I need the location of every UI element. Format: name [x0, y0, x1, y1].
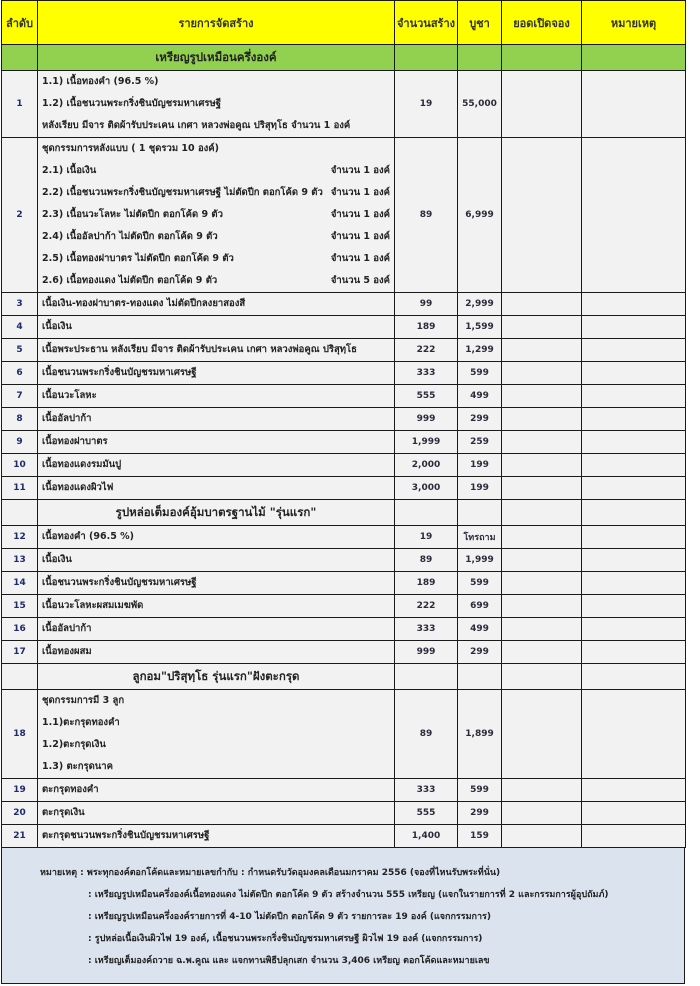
item-line [42, 138, 394, 160]
quantity-cell: 19 [395, 526, 458, 549]
booked-cell [502, 138, 582, 293]
quantity-cell: 2,000 [395, 454, 458, 477]
remark-cell [582, 138, 686, 293]
item-line [42, 270, 394, 292]
item-line [42, 226, 394, 248]
row-number: 5 [2, 339, 38, 362]
item-line-text: เนื้อทองแดงรมมันปู [42, 459, 122, 470]
item-line [42, 362, 394, 384]
price-cell: 1,999 [458, 549, 502, 572]
section-empty-cell [502, 45, 582, 71]
price-cell: 299 [458, 641, 502, 664]
quantity-cell: 1,400 [395, 825, 458, 848]
note-line: : รูปหล่อเนื้อเงินผิวไฟ 19 องค์, เนื้อชนวนพระกริ่งชินบัญชรมหาเศรษฐี ผิวไฟ 19 องค์ (แจกกรรมการ) [88, 934, 483, 944]
item-description [38, 690, 395, 779]
item-line-count: จำนวน 1 องค์ [330, 231, 390, 242]
price-cell: 599 [458, 362, 502, 385]
item-line [42, 71, 394, 93]
table-row [2, 526, 686, 549]
section-empty-cell [395, 664, 458, 690]
row-number: 10 [2, 454, 38, 477]
item-line [42, 293, 394, 315]
item-line [42, 160, 394, 182]
section-no-cell [2, 500, 38, 526]
item-line-text: 2.5) เนื้อทองฝาบาตร ไม่ตัดปีก ตอกโค้ด 9 ตัว [42, 253, 234, 264]
row-number: 19 [2, 779, 38, 802]
row-number: 4 [2, 316, 38, 339]
item-line [42, 93, 394, 115]
booked-cell [502, 549, 582, 572]
quantity-cell: 1,999 [395, 431, 458, 454]
header-remark: หมายเหตุ [582, 1, 686, 45]
item-line [42, 549, 394, 571]
item-line-count: จำนวน 5 องค์ [330, 275, 390, 286]
item-description [38, 825, 395, 848]
booked-cell [502, 779, 582, 802]
booked-cell [502, 690, 582, 779]
quantity-cell: 222 [395, 339, 458, 362]
booked-cell [502, 618, 582, 641]
row-number: 12 [2, 526, 38, 549]
remark-cell [582, 316, 686, 339]
price-cell: 199 [458, 477, 502, 500]
quantity-cell: 3,000 [395, 477, 458, 500]
note-line: หมายเหตุ : พระทุกองค์ตอกโค้ดและหมายเลขกำกับ : กำหนดรับวัดอุมงคลเดือนมกราคม 2556 (จองที่ไหนรับพระที่นั่น) [40, 868, 501, 878]
item-line [42, 115, 394, 137]
table-row [2, 641, 686, 664]
item-line-text: ตะกรุดทองคำ [42, 784, 99, 795]
item-line-text: 1.3) ตะกรุดนาค [42, 761, 113, 772]
remark-cell [582, 408, 686, 431]
item-line-text: เนื้อชนวนพระกริ่งชินบัญชรมหาเศรษฐี [42, 367, 197, 378]
remark-cell [582, 802, 686, 825]
table-row [2, 71, 686, 138]
item-line-text: เนื้อทองคำ (96.5 %) [42, 531, 134, 542]
price-cell: 699 [458, 595, 502, 618]
item-line-count: จำนวน 1 องค์ [330, 165, 390, 176]
item-description [38, 71, 395, 138]
booked-cell [502, 825, 582, 848]
table-row [2, 339, 686, 362]
price-cell: 599 [458, 779, 502, 802]
remark-cell [582, 293, 686, 316]
item-line-text: 1.1) เนื้อทองคำ (96.5 %) [42, 76, 159, 87]
quantity-cell: 89 [395, 690, 458, 779]
quantity-cell: 189 [395, 572, 458, 595]
item-line-text: 2.3) เนื้อนวะโลหะ ไม่ตัดปีก ตอกโค้ด 9 ตัว [42, 209, 223, 220]
item-description [38, 477, 395, 500]
row-number: 3 [2, 293, 38, 316]
table-row [2, 549, 686, 572]
item-line-text: เนื้ออัลปาก้า [42, 623, 92, 634]
table-row [2, 825, 686, 848]
price-cell: 599 [458, 572, 502, 595]
item-description [38, 641, 395, 664]
table-row [2, 595, 686, 618]
row-number: 6 [2, 362, 38, 385]
section-empty-cell [502, 664, 582, 690]
item-line-count: จำนวน 1 องค์ [330, 187, 390, 198]
item-line-text: เนื้อเงิน [42, 554, 72, 565]
item-line-text: เนื้อนวะโลหะผสมเมฆพัด [42, 600, 144, 611]
item-line-text: 1.1)ตะกรุดทองคำ [42, 717, 120, 728]
remark-cell [582, 690, 686, 779]
item-description [38, 572, 395, 595]
booked-cell [502, 316, 582, 339]
item-line [42, 572, 394, 594]
row-number: 13 [2, 549, 38, 572]
item-line-text: 2.6) เนื้อทองแดง ไม่ตัดปีก ตอกโค้ด 9 ตัว [42, 275, 218, 286]
remark-cell [582, 549, 686, 572]
quantity-cell: 333 [395, 618, 458, 641]
item-line-count: จำนวน 1 องค์ [330, 209, 390, 220]
item-description [38, 802, 395, 825]
section-no-cell [2, 45, 38, 71]
price-cell: 6,999 [458, 138, 502, 293]
item-line [42, 408, 394, 430]
row-number: 16 [2, 618, 38, 641]
item-line-text: เนื้อทองผสม [42, 646, 92, 657]
item-line-text: เนื้ออัลปาก้า [42, 413, 92, 424]
item-line [42, 454, 394, 476]
table-row [2, 385, 686, 408]
remark-cell [582, 477, 686, 500]
item-line-text: เนื้อพระประธาน หลังเรียบ มีจาร ติดผ้ารับประเคน เกศา หลวงพ่อคูณ ปริสุทฺโธ [42, 344, 357, 355]
remark-cell [582, 526, 686, 549]
item-line-text: 2.2) เนื้อชนวนพระกริ่งชินบัญชรมหาเศรษฐี ไม่ตัดปีก ตอกโค้ด 9 ตัว [42, 187, 323, 198]
quantity-cell: 89 [395, 138, 458, 293]
item-line-text: เนื้อเงิน [42, 321, 72, 332]
item-line [42, 802, 394, 824]
table-body [2, 45, 686, 848]
booked-cell [502, 385, 582, 408]
booked-cell [502, 454, 582, 477]
price-cell: 55,000 [458, 71, 502, 138]
notes-box [1, 848, 685, 984]
item-description [38, 293, 395, 316]
quantity-cell: 89 [395, 549, 458, 572]
quantity-cell: 222 [395, 595, 458, 618]
table-row [2, 293, 686, 316]
remark-cell [582, 779, 686, 802]
item-description [38, 339, 395, 362]
item-description [38, 385, 395, 408]
row-number: 17 [2, 641, 38, 664]
item-line [42, 756, 394, 778]
item-line [42, 385, 394, 407]
booked-cell [502, 293, 582, 316]
price-cell: 299 [458, 408, 502, 431]
row-number: 8 [2, 408, 38, 431]
remark-cell [582, 71, 686, 138]
table-row [2, 477, 686, 500]
header-item: รายการจัดสร้าง [38, 1, 395, 45]
section-empty-cell [582, 664, 686, 690]
item-line [42, 526, 394, 548]
booked-cell [502, 526, 582, 549]
price-cell: 1,299 [458, 339, 502, 362]
note-line: : เหรียญเต็มองค์ถวาย ฉ.พ.คูณ และ แจกทานพิธีปลุกเสก จำนวน 3,406 เหรียญ ตอกโค้ดและหมายเลข [88, 956, 490, 966]
row-number: 7 [2, 385, 38, 408]
item-line [42, 477, 394, 499]
item-line-text: หลังเรียบ มีจาร ติดผ้ารับประเคน เกศา หลวงพ่อคูณ ปริสุทฺโธ จำนวน 1 องค์ [42, 120, 351, 131]
item-line-text: 1.2)ตะกรุดเงิน [42, 739, 106, 750]
item-line [42, 779, 394, 801]
table-row [2, 431, 686, 454]
quantity-cell: 19 [395, 71, 458, 138]
item-line-text: เนื้อทองฝาบาตร [42, 436, 108, 447]
item-line-text: ชุดกรรมการหลังแบบ ( 1 ชุดรวม 10 องค์) [42, 143, 219, 154]
booked-cell [502, 595, 582, 618]
item-line [42, 618, 394, 640]
price-cell: 299 [458, 802, 502, 825]
section-empty-cell [395, 45, 458, 71]
quantity-cell: 555 [395, 802, 458, 825]
header-booked: ยอดเปิดจอง [502, 1, 582, 45]
item-description [38, 138, 395, 293]
booked-cell [502, 572, 582, 595]
quantity-cell: 333 [395, 779, 458, 802]
item-line-text: 2.1) เนื้อเงิน [42, 165, 97, 176]
quantity-cell: 999 [395, 408, 458, 431]
price-cell: 259 [458, 431, 502, 454]
price-cell: 499 [458, 618, 502, 641]
remark-cell [582, 825, 686, 848]
section-empty-cell [395, 500, 458, 526]
section-empty-cell [502, 500, 582, 526]
item-line [42, 734, 394, 756]
header-price: บูชา [458, 1, 502, 45]
item-line [42, 182, 394, 204]
price-list-document [1, 0, 685, 984]
item-line-text: เนื้อนวะโลหะ [42, 390, 97, 401]
section-empty-cell [458, 500, 502, 526]
table-row [2, 690, 686, 779]
section-title: เหรียญรูปเหมือนครึ่งองค์ [38, 45, 395, 71]
remark-cell [582, 641, 686, 664]
item-description [38, 549, 395, 572]
item-line [42, 431, 394, 453]
row-number: 15 [2, 595, 38, 618]
table-row [2, 618, 686, 641]
section-title: รูปหล่อเต็มองค์อุ้มบาตรฐานไม้ "รุ่นแรก" [38, 500, 395, 526]
booked-cell [502, 362, 582, 385]
item-line [42, 316, 394, 338]
table-header-row [2, 1, 686, 45]
section-header-row [2, 500, 686, 526]
item-line-text: ตะกรุดชนวนพระกริ่งชินบัญชรมหาเศรษฐี [42, 830, 210, 841]
row-number: 21 [2, 825, 38, 848]
item-line [42, 825, 394, 847]
remark-cell [582, 454, 686, 477]
item-description [38, 431, 395, 454]
item-description [38, 362, 395, 385]
booked-cell [502, 641, 582, 664]
booked-cell [502, 431, 582, 454]
price-cell: 499 [458, 385, 502, 408]
booked-cell [502, 71, 582, 138]
remark-cell [582, 339, 686, 362]
section-header-row [2, 45, 686, 71]
table-row [2, 408, 686, 431]
item-line [42, 690, 394, 712]
row-number: 1 [2, 71, 38, 138]
quantity-cell: 999 [395, 641, 458, 664]
remark-cell [582, 595, 686, 618]
quantity-cell: 555 [395, 385, 458, 408]
item-description [38, 408, 395, 431]
remark-cell [582, 385, 686, 408]
item-line-count: จำนวน 1 องค์ [330, 253, 390, 264]
row-number: 2 [2, 138, 38, 293]
section-empty-cell [458, 664, 502, 690]
row-number: 11 [2, 477, 38, 500]
section-empty-cell [582, 45, 686, 71]
booked-cell [502, 802, 582, 825]
booked-cell [502, 408, 582, 431]
item-line-text: ตะกรุดเงิน [42, 807, 85, 818]
item-description [38, 779, 395, 802]
section-empty-cell [458, 45, 502, 71]
header-no: ลำดับ [2, 1, 38, 45]
price-cell: 199 [458, 454, 502, 477]
row-number: 14 [2, 572, 38, 595]
table-row [2, 316, 686, 339]
quantity-cell: 189 [395, 316, 458, 339]
item-line-text: เนื้อเงิน-ทองฝาบาตร-ทองแดง ไม่ตัดปีกลงยาสองสี [42, 298, 246, 309]
note-line: : เหรียญรูปเหมือนครึ่งองค์เนื้อทองแดง ไม่ตัดปีก ตอกโค้ด 9 ตัว สร้างจำนวน 555 เหรียญ (แจกในรายการที่ 2 และกรรมการผู้อุปถัมภ์) [88, 890, 609, 900]
price-cell: 1,899 [458, 690, 502, 779]
table-row [2, 362, 686, 385]
section-title: ลูกอม"ปริสุทฺโธ รุ่นแรก"ฝังตะกรุด [38, 664, 395, 690]
section-no-cell [2, 664, 38, 690]
item-line [42, 595, 394, 617]
booked-cell [502, 477, 582, 500]
price-cell: 1,599 [458, 316, 502, 339]
item-line-text: เนื้อทองแดงผิวไฟ [42, 482, 114, 493]
item-line [42, 641, 394, 663]
item-line-text: เนื้อชนวนพระกริ่งชินบัญชรมหาเศรษฐี [42, 577, 197, 588]
row-number: 9 [2, 431, 38, 454]
item-description [38, 316, 395, 339]
price-cell: โทรถาม [458, 526, 502, 549]
item-line-text: 1.2) เนื้อชนวนพระกริ่งชินบัญชรมหาเศรษฐี [42, 98, 222, 109]
item-line-text: 2.4) เนื้ออัลปาก้า ไม่ตัดปีก ตอกโค้ด 9 ตัว [42, 231, 218, 242]
note-line: : เหรียญรูปเหมือนครึ่งองค์รายการที่ 4-10 ไม่ตัดปีก ตอกโค้ด 9 ตัว รายการละ 19 องค์ (แจกกรรมการ) [88, 912, 491, 922]
item-line [42, 339, 394, 361]
table-row [2, 572, 686, 595]
amulet-price-table [1, 0, 686, 848]
row-number: 18 [2, 690, 38, 779]
booked-cell [502, 339, 582, 362]
item-description [38, 595, 395, 618]
price-cell: 159 [458, 825, 502, 848]
table-row [2, 454, 686, 477]
header-qty: จำนวนสร้าง [395, 1, 458, 45]
remark-cell [582, 362, 686, 385]
row-number: 20 [2, 802, 38, 825]
remark-cell [582, 618, 686, 641]
price-cell: 2,999 [458, 293, 502, 316]
remark-cell [582, 431, 686, 454]
section-empty-cell [582, 500, 686, 526]
remark-cell [582, 572, 686, 595]
item-line [42, 712, 394, 734]
item-description [38, 454, 395, 477]
quantity-cell: 99 [395, 293, 458, 316]
item-line-text: ชุดกรรมการมี 3 ลูก [42, 695, 125, 706]
item-line [42, 248, 394, 270]
item-description [38, 618, 395, 641]
table-row [2, 138, 686, 293]
section-header-row [2, 664, 686, 690]
table-row [2, 802, 686, 825]
quantity-cell: 333 [395, 362, 458, 385]
table-row [2, 779, 686, 802]
item-description [38, 526, 395, 549]
item-line [42, 204, 394, 226]
